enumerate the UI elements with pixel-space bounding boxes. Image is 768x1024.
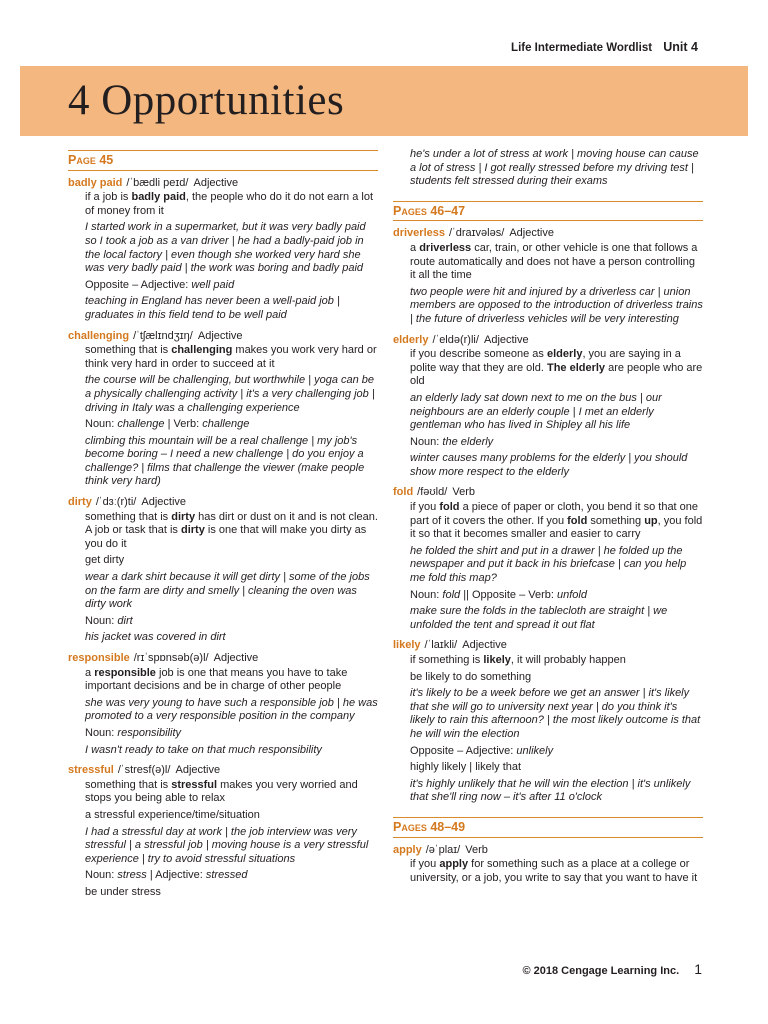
examples: two people were hit and injured by a driverless car | union members are opposed to the introduction of driverless trains | the future of driverless vehicles will be very interesting [410,285,703,325]
opposite: Opposite – Adjective: unlikely [410,744,554,757]
entry-challenging [68,330,378,490]
unit-label: Unit 4 [663,40,698,54]
headword: responsible [68,652,130,664]
examples: winter causes many problems for the elderly | you should show more respect to the elderly [410,452,688,478]
part-of-speech: Adjective [175,764,221,777]
part-of-speech: Adjective [141,496,187,509]
word-forms: Noun: dirt [85,614,133,627]
pronunciation: /ˈbædli peɪd/ [126,176,189,189]
entry-head [68,652,378,666]
entry-responsible [68,652,378,757]
entry-likely [393,639,703,805]
entry-driverless [393,227,703,326]
examples-continued: he's under a lot of stress at work | moving house can cause a lot of stress | I got really stressed before my driving test | students felt stressed during their exams [410,148,699,188]
part-of-speech: Adjective [213,652,259,664]
page-footer [522,961,702,977]
examples: I had a stressful day at work | the job interview was very stressful | a stressful job | moving house is a very stressful experience | try to avoid stressful situations [85,825,369,865]
examples: make sure the folds in the tablecloth are straight | we unfolded the tent and spread it out flat [410,605,668,631]
phrase: a stressful experience/time/situation [85,808,260,821]
part-of-speech: Verb [452,486,475,499]
phrase: be under stress [85,885,161,898]
definition: a driverless car, train, or other vehicle is one that follows a route automatically and does not have a person controlling it all the time [410,241,698,282]
part-of-speech: Adjective [197,329,243,342]
entry-dirty [68,496,378,645]
headword: likely [393,639,421,652]
examples: climbing this mountain will be a real challenge | my job's become boring – I need a new challenge | do you enjoy a challenge? | films that challenge the viewer (make people think very hard) [85,434,365,488]
definition: if something is likely, it will probably happen [410,654,626,666]
examples: an elderly lady sat down next to me on the bus | our neighbours are an elderly couple | I met an elderly gentleman who has lived in Shipley all his life [410,391,662,432]
part-of-speech: Adjective [462,639,507,652]
pronunciation: /ˈeldə(r)li/ [432,333,479,346]
section-heading-page-45: Page 45 [68,150,378,171]
entry-head [393,486,703,500]
phrase: be likely to do something [410,670,532,683]
entry-head [68,177,378,191]
section-heading-pages-48-49: Pages 48–49 [393,817,703,838]
examples: I started work in a supermarket, but it was very badly paid so I took a job as a van driver | he had a badly-paid job in the local factory | even though she worked very hard she was very badly paid | the work was boring and badly paid [85,221,366,275]
examples: I wasn't ready to take on that much responsibility [85,743,322,756]
word-forms: Noun: the elderly [410,435,494,448]
pronunciation: /ˈdɜː(r)ti/ [95,496,137,509]
definition: something that is stressful makes you very worried and stops you being able to relax [85,778,358,805]
entry-apply [393,844,703,886]
pronunciation: /ˈtʃælɪndʒɪŋ/ [133,329,193,342]
definition: if you apply for something such as a place at a college or university, or a job, you write to say that you want to have it [410,858,698,884]
headword: fold [393,486,414,499]
definition: a responsible job is one that means you have to take important decisions and be in charge of other people [85,666,348,693]
pronunciation: /fəʊld/ [417,486,448,499]
examples: she was very young to have such a responsible job | he was promoted to a very responsible position in the company [85,696,378,723]
entry-elderly [393,334,703,480]
opposite: Opposite – Adjective: well paid [85,278,235,291]
page-number: 1 [694,961,702,977]
definition: if you fold a piece of paper or cloth, you bend it so that one part of it covers the other. If you fold something up, you fold it so that it becomes smaller and easier to carry [410,501,703,541]
section-heading-pages-46-47: Pages 46–47 [393,201,703,222]
headword: challenging [68,329,130,342]
word-forms: Noun: fold || Opposite – Verb: unfold [410,588,587,601]
word-forms: Noun: responsibility [85,726,182,739]
headword: badly paid [68,176,123,189]
book-title: Life Intermediate Wordlist [511,42,653,54]
word-forms: Noun: challenge | Verb: challenge [85,418,250,431]
entry-head [393,639,703,653]
examples: it's likely to be a week before we get an answer | it's likely that she will go to university next year | do you think it's likely to rain this afternoon? | the most likely outcome is that he will win the election [410,687,701,740]
definition: something that is dirty has dirt or dust on it and is not clean. A job or task that is dirty is one that will make you dirty as you do it [85,510,378,550]
entry-stressful [68,764,378,899]
definition: if a job is badly paid, the people who do it do not earn a lot of money from it [85,191,374,217]
entry-fold [393,486,703,632]
part-of-speech: Adjective [483,333,529,346]
examples: he folded the shirt and put in a drawer | he folded up the newspaper and put it back in his briefcase | can you help me fold this map? [410,544,687,585]
entry-badly-paid [68,177,378,323]
headword: dirty [68,496,92,509]
title-banner [20,66,748,136]
right-column [393,148,703,892]
headword: stressful [68,764,114,777]
page-title: 4 Opportunities [68,77,345,124]
examples: wear a dark shirt because it will get dirty | some of the jobs on the farm are dirty and smelly | cleaning the oven was dirty work [85,571,370,611]
definition: something that is challenging makes you work very hard or think very hard in order to succeed at it [85,344,377,370]
headword: driverless [393,227,445,240]
examples: his jacket was covered in dirt [85,631,226,644]
pronunciation: /ˈdraɪvələs/ [448,227,505,240]
headword: elderly [393,333,429,346]
examples: the course will be challenging, but worthwhile | yoga can be a physically challenging activity | it's a very challenging job | driving in Italy was a challenging experience [85,374,375,414]
definition: if you describe someone as elderly, you are saying in a polite way that they are old. The elderly are people who are old [410,348,703,388]
part-of-speech: Adjective [193,176,239,189]
part-of-speech: Verb [465,843,488,856]
headword: apply [393,843,422,856]
examples: it's highly unlikely that he will win the election | it's unlikely that she'll ring now – it's after 11 o'clock [410,777,691,804]
entry-head [393,334,703,348]
copyright-text: © 2018 Cengage Learning Inc. [522,965,680,977]
phrase: highly likely | likely that [410,761,522,774]
phrase: get dirty [85,554,125,567]
entry-head [393,844,703,858]
pronunciation: /əˈplaɪ/ [425,843,461,856]
pronunciation: /ˈlaɪkli/ [424,639,458,652]
entry-head [393,227,703,241]
pronunciation: /ˈstresf(ə)l/ [117,764,171,777]
left-column [68,148,378,907]
entry-head [68,764,378,778]
entry-head [68,496,378,510]
running-header [511,40,698,54]
entry-head [68,330,378,344]
word-forms: Noun: stress | Adjective: stressed [85,869,248,882]
pronunciation: /rɪˈspɒnsəb(ə)l/ [133,652,209,664]
examples: teaching in England has never been a well-paid job | graduates in this field tend to be well paid [85,295,340,321]
part-of-speech: Adjective [509,227,554,240]
